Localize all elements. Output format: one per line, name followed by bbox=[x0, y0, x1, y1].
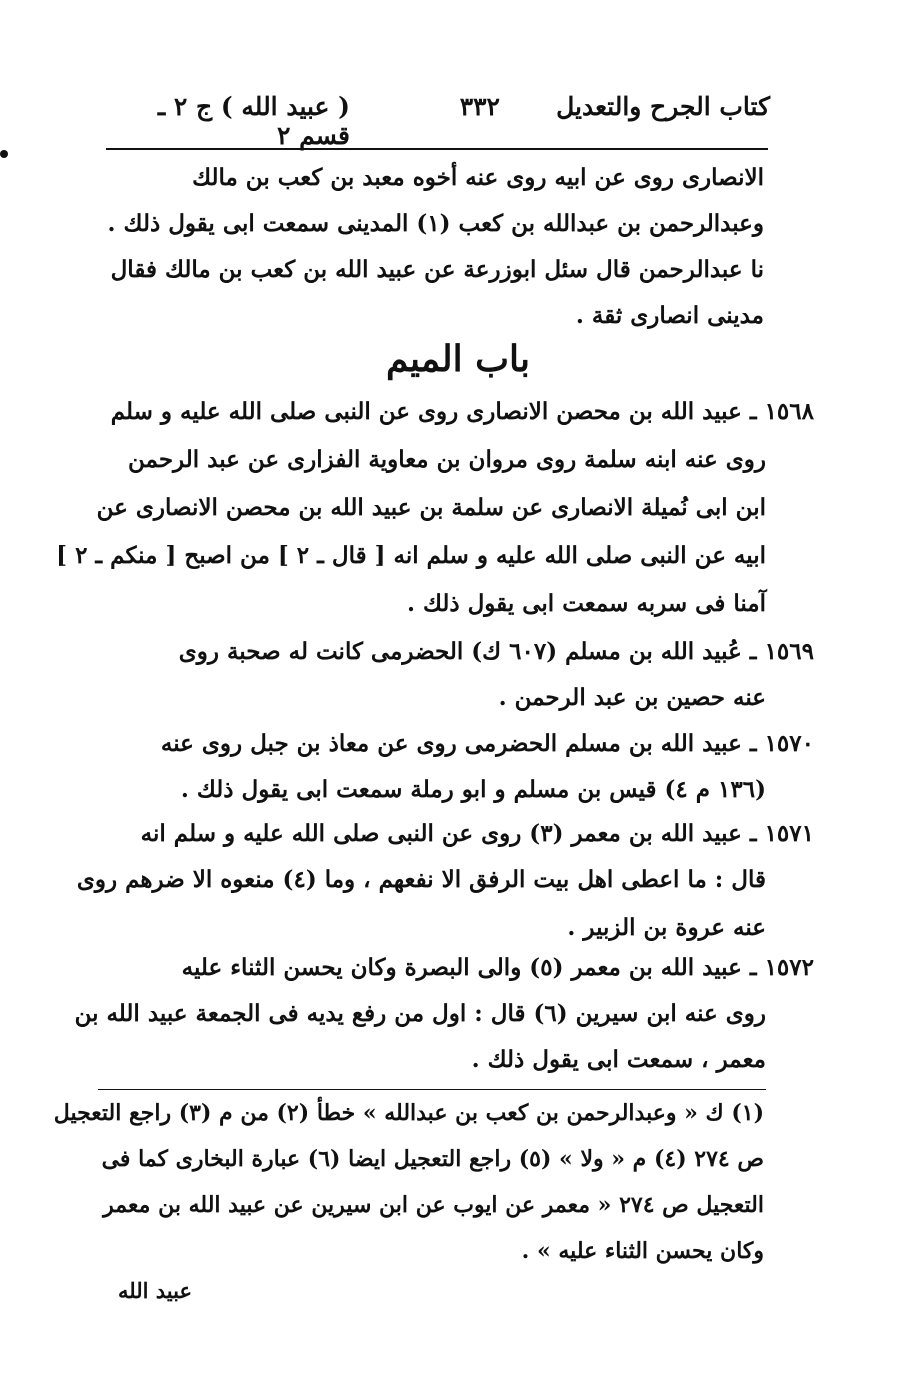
section-label: ( عبيد الله ) ج ٢ ـ قسم ٢ bbox=[157, 92, 350, 150]
text-line: روى عنه ابنه سلمة روى مروان بن معاوية الفزارى عن عبد الرحمن bbox=[128, 446, 766, 473]
text-line: ـ عُبيد الله بن مسلم (٦٠٧ ك) الحضرمى كانت له صحبة روى bbox=[178, 638, 757, 665]
entry-first-line bbox=[111, 388, 814, 436]
text-line: نا عبدالرحمن قال سئل ابوزرعة عن عبيد الله بن كعب بن مالك فقال bbox=[110, 256, 764, 283]
text-line: وعبدالرحمن بن عبدالله بن كعب (١) المدينى سمعت ابى يقول ذلك . bbox=[107, 210, 764, 237]
entry-1571 bbox=[76, 810, 814, 954]
footnote-line: ص ٢٧٤ (٤) م « ولا » (٥) راجع التعجيل ايضا (٦) عبارة البخارى كما فى bbox=[101, 1146, 764, 1172]
footnotes bbox=[53, 1090, 764, 1274]
text-line: عنه عروة بن الزبير . bbox=[567, 914, 766, 941]
text-line: مدينى انصارى ثقة . bbox=[575, 302, 764, 329]
entry-1570 bbox=[106, 720, 814, 816]
text-line: ابن ابى نُميلة الانصارى عن سلمة بن عبيد الله بن محصن الانصارى عن bbox=[96, 494, 766, 521]
text-line: ـ عبيد الله بن مسلم الحضرمى روى عن معاذ بن جبل روى عنه bbox=[160, 730, 757, 757]
entry-1569 bbox=[106, 628, 814, 724]
text-line: قال : ما اعطى اهل بيت الرفق الا نفعهم ، وما (٤) منعوه الا ضرهم روى bbox=[76, 866, 766, 893]
section-heading: باب الميم bbox=[385, 338, 531, 380]
entry-number: ١٥٧١ bbox=[764, 820, 814, 847]
intro-paragraph bbox=[107, 154, 764, 344]
text-line: ـ عبيد الله بن محصن الانصارى روى عن النبى صلى الله عليه و سلم bbox=[110, 398, 757, 425]
ink-spot bbox=[0, 150, 8, 158]
entry-first-line bbox=[179, 628, 814, 676]
text-line: آمنا فى سربه سمعت ابى يقول ذلك . bbox=[406, 590, 766, 617]
entry-number: ١٥٦٩ bbox=[764, 638, 814, 665]
running-header bbox=[110, 92, 770, 150]
text-line: ـ عبيد الله بن معمر (٣) روى عن النبى صلى الله عليه و سلم انه bbox=[140, 820, 757, 847]
book-title: كتاب الجرح والتعديل bbox=[556, 92, 770, 121]
footnote-line: وكان يحسن الثناء عليه » . bbox=[521, 1238, 764, 1264]
entry-1572 bbox=[74, 944, 814, 1088]
text-line: ابيه عن النبى صلى الله عليه و سلم انه [ قال ـ ٢ ] من اصبح [ منكم ـ ٢ ] bbox=[56, 542, 766, 569]
footnote-line: التعجيل ص ٢٧٤ « معمر عن ايوب عن ابن سيرين عن عبيد الله بن معمر bbox=[103, 1192, 764, 1218]
entry-number: ١٥٧٢ bbox=[764, 954, 814, 981]
entry-1568 bbox=[56, 388, 814, 628]
text-line: معمر ، سمعت ابى يقول ذلك . bbox=[471, 1046, 766, 1073]
header-rule bbox=[106, 148, 768, 150]
page-number: ٣٣٢ bbox=[459, 92, 500, 121]
entry-number: ١٥٦٨ bbox=[764, 398, 814, 425]
text-line: روى عنه ابن سيرين (٦) قال : اول من رفع يديه فى الجمعة عبيد الله بن bbox=[74, 1000, 766, 1027]
entry-first-line bbox=[182, 944, 814, 992]
entry-first-line bbox=[161, 720, 814, 768]
text-line: الانصارى روى عن ابيه روى عنه أخوه معبد بن كعب بن مالك bbox=[192, 164, 764, 191]
entry-number: ١٥٧٠ bbox=[764, 730, 814, 757]
text-line: ـ عبيد الله بن معمر (٥) والى البصرة وكان يحسن الثناء عليه bbox=[181, 954, 757, 981]
catchword: عبيد الله bbox=[118, 1278, 192, 1303]
footnote-line: (١) ك « وعبدالرحمن بن كعب بن عبدالله » خطأ (٢) من م (٣) راجع التعجيل bbox=[53, 1100, 764, 1126]
text-line: عنه حصين بن عبد الرحمن . bbox=[498, 684, 766, 711]
entry-first-line bbox=[141, 810, 814, 858]
text-line: (١٣٦ م ٤) قيس بن مسلم و ابو رملة سمعت ابى يقول ذلك . bbox=[180, 776, 766, 803]
